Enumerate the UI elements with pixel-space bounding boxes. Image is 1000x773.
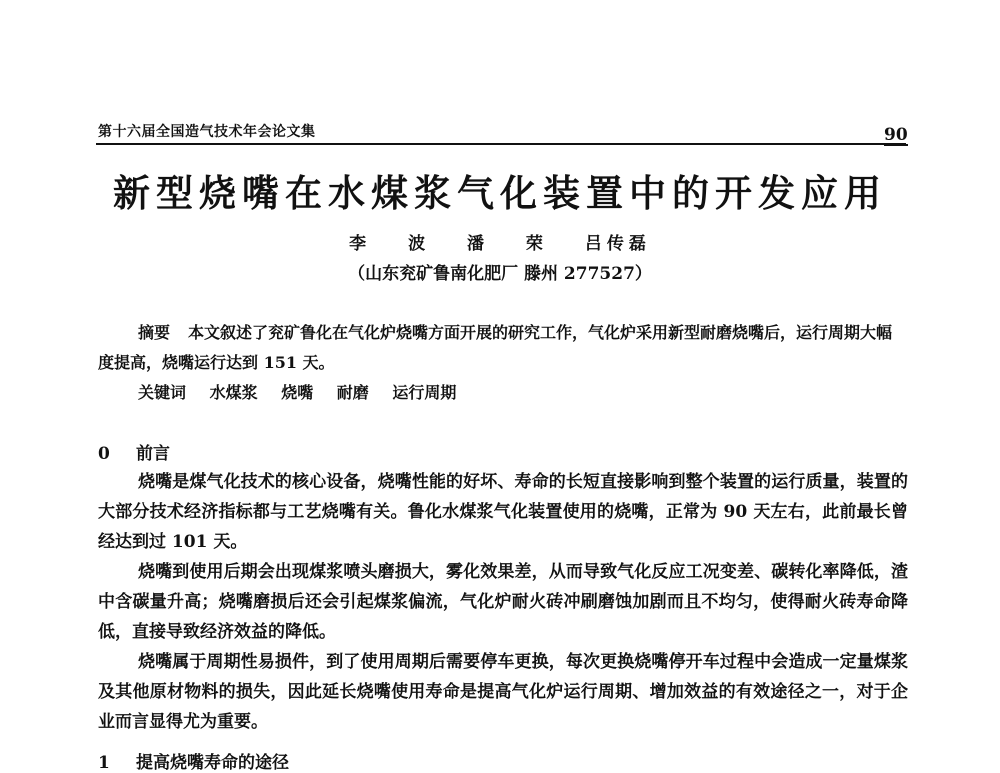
section-heading-1 xyxy=(98,748,289,773)
section-title: 提高烧嘴寿命的途径 xyxy=(136,753,289,773)
keywords xyxy=(98,378,908,408)
keyword: 水煤浆 xyxy=(209,383,258,402)
abstract-text: 本文叙述了兖矿鲁化在气化炉烧嘴方面开展的研究工作，气化炉采用新型耐磨烧嘴后，运行周期大幅度提高，烧嘴运行达到 151 天。 xyxy=(98,323,893,372)
abstract-block xyxy=(98,318,908,408)
paper-title: 新型烧嘴在水煤浆气化装置中的开发应用 xyxy=(113,171,887,215)
header-rule xyxy=(96,143,906,145)
keyword: 烧嘴 xyxy=(281,383,314,402)
paragraph: 烧嘴属于周期性易损件，到了使用周期后需要停车更换，每次更换烧嘴停开车过程中会造成一定量煤浆及其他原材物料的损失，因此延长烧嘴使用寿命是提高气化炉运行周期、增加效益的有效途径之一，对于企业而言显得尤为重要。 xyxy=(98,652,908,732)
affiliation: （山东兖矿鲁南化肥厂 滕州 277527） xyxy=(348,264,652,284)
section-heading-0 xyxy=(98,439,170,464)
section-number: 0 xyxy=(98,444,110,464)
page-number: 90 xyxy=(884,125,908,145)
keyword: 耐磨 xyxy=(336,383,369,402)
section-title: 前言 xyxy=(136,444,170,464)
paragraph: 烧嘴到使用后期会出现煤浆喷头磨损大，雾化效果差，从而导致气化反应工况变差、碳转化率降低，渣中含碳量升高；烧嘴磨损后还会引起煤浆偏流，气化炉耐火砖冲刷磨蚀加剧而且不均匀，使得耐火砖寿命降低，直接导致经济效益的降低。 xyxy=(98,562,908,642)
abstract-label: 摘要 xyxy=(138,323,171,342)
abstract xyxy=(98,318,908,378)
keyword: 运行周期 xyxy=(392,383,457,402)
paragraph: 烧嘴是煤气化技术的核心设备，烧嘴性能的好坏、寿命的长短直接影响到整个装置的运行质量，装置的大部分技术经济指标都与工艺烧嘴有关。鲁化水煤浆气化装置使用的烧嘴，正常为 90 天左右，此前最长曾经达到过 101 天。 xyxy=(98,472,908,552)
keywords-label: 关键词 xyxy=(138,383,187,402)
journal-header: 第十六届全国造气技术年会论文集 xyxy=(98,124,316,140)
section-number: 1 xyxy=(98,753,110,773)
body-text xyxy=(98,467,908,737)
authors: 李 波 潘 荣 吕传磊 xyxy=(349,234,651,254)
